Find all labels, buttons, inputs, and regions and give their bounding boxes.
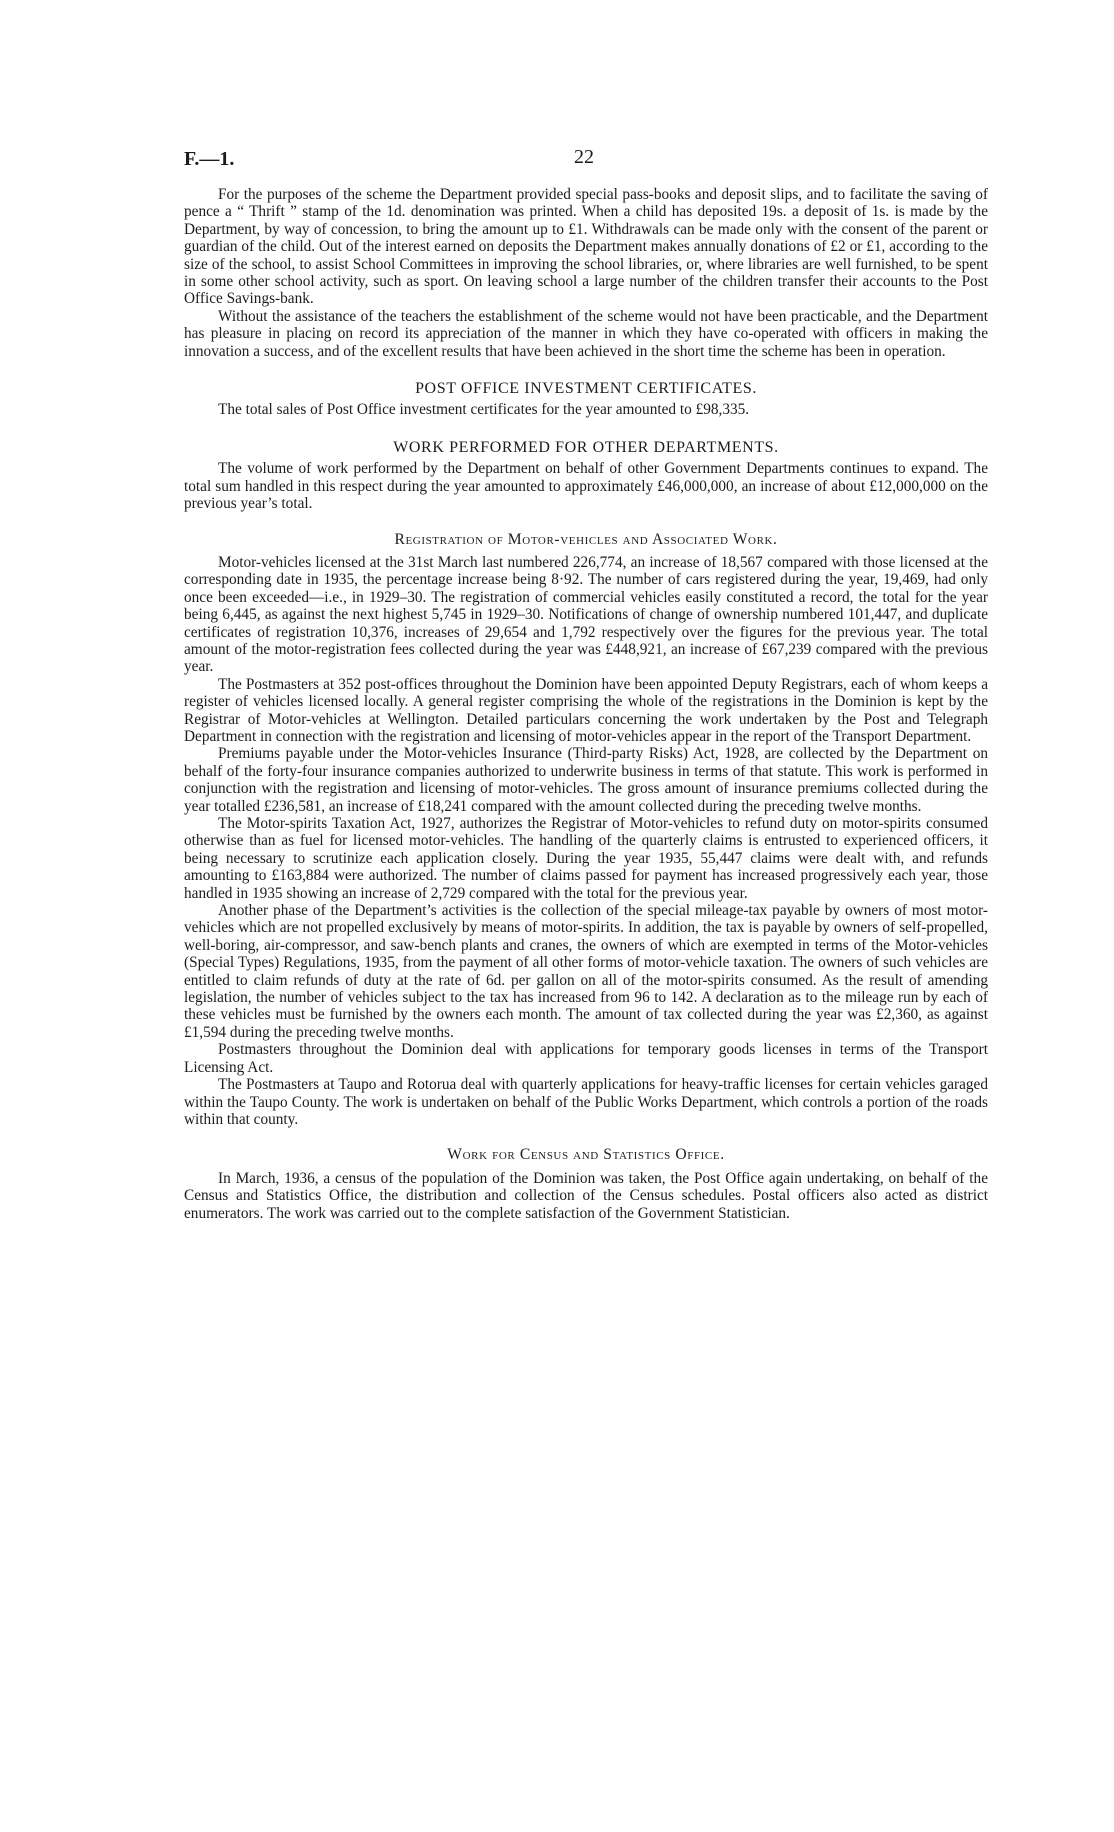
- paragraph: Without the assistance of the teachers the establishment of the scheme would not have been practicable, and the Department has pleasure in placing on record its appreciation of the manner in which they have co-operated with officers in making the innovation a success, and of the excellent results that have been achieved in the short time the scheme has been in operation.: [184, 307, 988, 360]
- paragraph: Another phase of the Department’s activities is the collection of the special mileage-tax payable by owners of most motor-vehicles which are not propelled exclusively by means of motor-spirits. In addition, the tax is payable by owners of self-propelled, well-boring, air-compressor, and saw-bench plants and cranes, the owners of which are exempted in terms of the Motor-vehicles (Special Types) Regulations, 1935, from the payment of all other forms of motor-vehicle taxation. The owners of such vehicles are entitled to claim refunds of duty at the rate of 6d. per gallon on all of the motor-spirits consumed. As the result of amending legislation, the number of vehicles subject to the tax has increased from 96 to 142. A declaration as to the mileage run by each of these vehicles must be furnished by the owners each month. The amount of tax collected during the year was £2,360, as against £1,594 during the preceding twelve months.: [184, 902, 988, 1041]
- page-header: [184, 148, 984, 178]
- paragraph: In March, 1936, a census of the population of the Dominion was taken, the Post Office again undertaking, on behalf of the Census and Statistics Office, the distribution and collection of the Census schedules. Postal officers also acted as district enumerators. The work was carried out to the complete satisfaction of the Government Statistician.: [184, 1169, 988, 1222]
- other-departments-section: [184, 439, 988, 513]
- census-section: [184, 1146, 988, 1222]
- paragraph: The volume of work performed by the Department on behalf of other Government Departments continues to expand. The total sum handled in this respect during the year amounted to approximately £46,000,000, an increase of about £12,000,000 on the previous year’s total.: [184, 460, 988, 513]
- page-number: 22: [574, 146, 594, 168]
- intro-section: [184, 186, 988, 360]
- page-body: [184, 186, 988, 1222]
- paragraph: For the purposes of the scheme the Department provided special pass-books and deposit slips, and to facilitate the saving of pence a “ Thrift ” stamp of the 1d. denomination was printed. When a child has deposited 19s. a deposit of 1s. is made by the Department, by way of concession, to bring the amount up to £1. Withdrawals can be made only with the consent of the parent or guardian of the child. Out of the interest earned on deposits the Department makes annually donations of £2 or £1, according to the size of the school, to assist School Committees in improving the school libraries, or, where libraries are well furnished, to be spent in some other school activity, such as sport. On leaving school a large number of the children transfer their accounts to the Post Office Savings-bank.: [184, 186, 988, 308]
- paragraph: Premiums payable under the Motor-vehicles Insurance (Third-party Risks) Act, 1928, are collected by the Department on behalf of the forty-four insurance companies authorized to underwrite business in terms of that statute. This work is performed in conjunction with the registration and licensing of motor-vehicles. The gross amount of insurance premiums collected during the year totalled £236,581, an increase of £18,241 compared with the amount collected during the preceding twelve months.: [184, 745, 988, 815]
- paragraph: Motor-vehicles licensed at the 31st March last numbered 226,774, an increase of 18,567 compared with those licensed at the corresponding date in 1935, the percentage increase being 8·92. The number of cars registered during the year, 19,469, had only once been exceeded—i.e., in 1929–30. The registration of commercial vehicles easily constituted a record, the total for the year being 6,445, as against the next highest 5,745 in 1929–30. Notifications of change of ownership numbered 101,447, and duplicate certificates of registration 10,376, increases of 29,654 and 1,792 respectively over the figures for the previous year. The total amount of the motor-registration fees collected during the year was £448,921, an increase of £67,239 compared with the previous year.: [184, 553, 988, 676]
- motor-vehicles-section: [184, 531, 988, 1129]
- document-reference: F.—1.: [184, 148, 235, 170]
- paragraph: Postmasters throughout the Dominion deal with applications for temporary goods licenses in terms of the Transport Licensing Act.: [184, 1041, 988, 1076]
- paragraph: The Postmasters at Taupo and Rotorua deal with quarterly applications for heavy-traffic licenses for certain vehicles garaged within the Taupo County. The work is undertaken on behalf of the Public Works Department, which controls a portion of the roads within that county.: [184, 1076, 988, 1128]
- investment-section: [184, 380, 988, 419]
- subsection-heading: Registration of Motor-vehicles and Associated Work.: [394, 530, 778, 548]
- paragraph: The Postmasters at 352 post-offices throughout the Dominion have been appointed Deputy Registrars, each of whom keeps a register of vehicles licensed locally. A general register comprising the whole of the registrations in the Dominion is kept by the Registrar of Motor-vehicles at Wellington. Detailed particulars concerning the work undertaken by the Post and Telegraph Department in connection with the registration and licensing of motor-vehicles appear in the report of the Transport Department.: [184, 675, 988, 745]
- section-heading: WORK PERFORMED FOR OTHER DEPARTMENTS.: [393, 438, 779, 456]
- subsection-heading: Work for Census and Statistics Office.: [447, 1146, 725, 1164]
- section-heading: POST OFFICE INVESTMENT CERTIFICATES.: [415, 380, 757, 398]
- paragraph: The Motor-spirits Taxation Act, 1927, authorizes the Registrar of Motor-vehicles to refund duty on motor-spirits consumed otherwise than as fuel for licensed motor-vehicles. The handling of the quarterly claims is entrusted to experienced officers, it being necessary to scrutinize each application closely. During the year 1935, 55,447 claims were dealt with, and refunds amounting to £163,884 were authorized. The number of claims passed for payment has increased progressively each year, those handled in 1935 showing an increase of 2,729 compared with the total for the previous year.: [184, 815, 988, 902]
- paragraph: The total sales of Post Office investment certificates for the year amounted to £98,335.: [218, 401, 750, 419]
